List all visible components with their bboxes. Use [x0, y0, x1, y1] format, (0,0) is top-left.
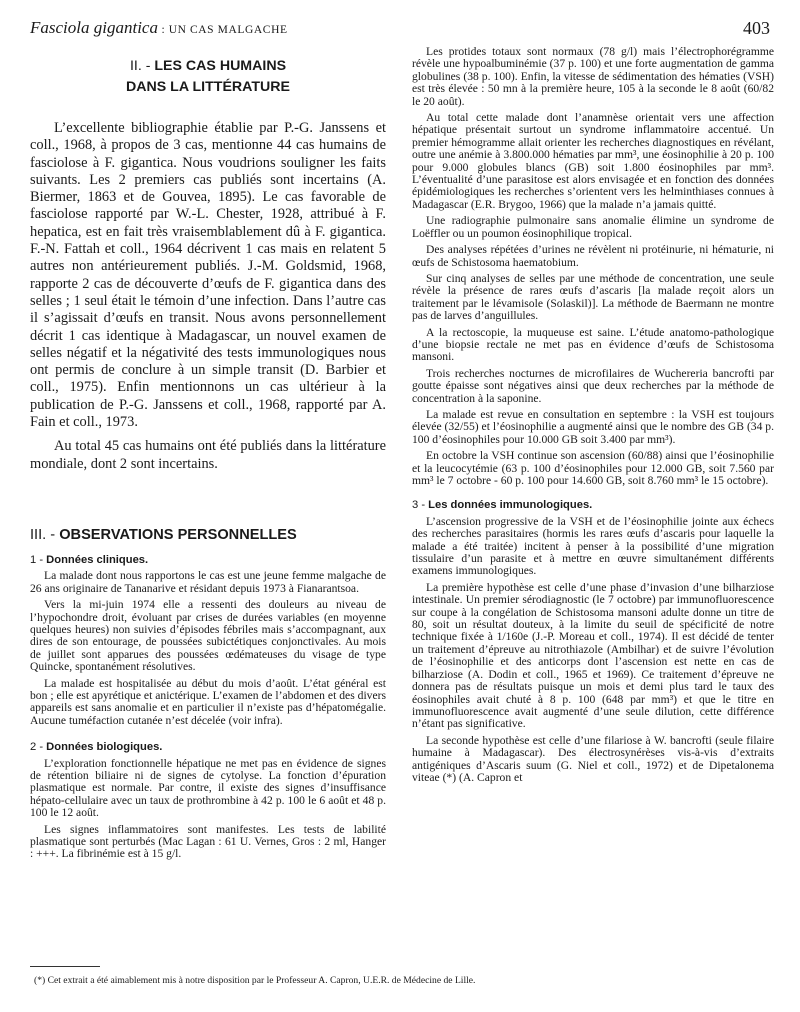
paragraph: Sur cinq analyses de selles par une méthode de concentration, une seule révèle la présence de rares œufs d’ascaris [la malade reçoit alors un traitement par le lévamisole (Solaskil)]. La méthode de Baermann ne montre pas de larves d’anguillules.: [412, 271, 774, 323]
running-title: Fasciola gigantica : UN CAS MALGACHE: [30, 18, 288, 37]
running-header: [30, 18, 770, 40]
section-heading-ii: II. - LES CAS HUMAINS DANS LA LITTÉRATURE: [126, 58, 290, 95]
subsection-heading: 3 - Les données immunologiques.: [412, 499, 593, 512]
section-heading-iii: III. - OBSERVATIONS PERSONNELLES: [30, 526, 297, 543]
paragraph: Au total 45 cas humains ont été publiés dans la littérature mondiale, dont 2 sont incertains.: [30, 438, 386, 472]
page-number: 403: [743, 18, 770, 38]
subsection-heading: 1 - Données cliniques.: [30, 553, 149, 566]
clinical-section: [30, 554, 386, 861]
paragraph: Des analyses répétées d’urines ne révèlent ni protéinurie, ni hématurie, ni œufs de Schistosoma haematobium.: [412, 243, 774, 269]
footnote-rule: [30, 966, 100, 967]
paragraph: Les signes inflammatoires sont manifestes. Les tests de labilité plasmatique sont perturbés (Mac Lagan : 61 U. Vernes, Gros : 2 ml, Hanger : +++. La fibrinémie est à 15 g/l.: [30, 822, 386, 861]
paragraph: Vers la mi-juin 1974 elle a ressenti des douleurs au niveau de l’hypochondre droit, évoluant par crises de durées variables (en moyenne quelques heures) non suivies d’épisodes fébriles mais s’accompagnant, aux dires de son entourage, de poussées subictétiques conjonctivales. Au mois de juillet sont apparues des poussées œdémateuses du visage de type Quincke, spontanément résolutives.: [30, 598, 386, 674]
paragraph: L’exploration fonctionnelle hépatique ne met pas en évidence de signes de rétention biliaire ni de signes de cytolyse. La fonction d’épuration plasmatique est normale. Par contre, il existe des signes d’insuffisance hépato-cellulaire avec un taux de prothrombine à 42 p. 100 le 6 août et 48 p. 100 le 12 août.: [30, 756, 386, 820]
paragraph: La malade dont nous rapportons le cas est une jeune femme malgache de 26 ans originaire de Tananarive et résidant depuis 1973 à Fianarantsoa.: [30, 569, 386, 595]
paragraph: En octobre la VSH continue son ascension (60/88) ainsi que l’éosinophilie et la leucocytémie (63 p. 100 d’éosinophiles pour 12.000 GB, soit 7.560 par mm³ le 7 octobre - 60 p. 100 pour 14.600 GB, soit 8.760 mm³ le 15 octobre).: [412, 449, 774, 487]
paragraph: Au total cette malade dont l’anamnèse orientait vers une affection hépatique présentait surtout un syndrome inflammatoire accentué. Un premier hémogramme allait orienter les recherches diagnostiques en révélant, outre une anémie à 3.800.000 hématies par mm³, une éosinophilie à 20 p. 100 pour 9.000 globules blancs (GB) soit 1.800 éosinophiles par mm³. L’éventualité d’une parasitose est alors envisagée et en fonction des données épidémiologiques les recherches s’orientent vers les helminthiases connues à Madagascar (E.R. Brygoo, 1966) que la malade n’a jamais quitté.: [412, 111, 774, 211]
subsection-heading: 2 - Données biologiques.: [30, 741, 163, 754]
right-column: [412, 46, 774, 788]
paragraph: L’ascension progressive de la VSH et de l’éosinophilie jointe aux échecs des recherches parasitaires (hormis les rares œufs d’ascaris pour laquelle la malade a été traitée) incitent à penser à la possibilité d’une migration tissulaire d’un parasite et à mettre en œuvre simultanément différents examens immunologiques.: [412, 514, 774, 578]
literature-text: [30, 120, 386, 473]
footnote: (*) Cet extrait a été aimablement mis à notre disposition par le Professeur A. Capron, U.E.R. de Médecine de Lille.: [34, 975, 476, 986]
paragraph: L’excellente bibliographie établie par P.-G. Janssens et coll., 1968, à propos de 3 cas, mentionne 44 cas humains de fasciolose à F. gigantica. Nous voudrions souligner les faits suivants. Les 2 premiers cas publiés sont incertains (A. Biermer, 1863 et de Gouvea, 1895). Le cas favorable de fasciolose rapporté par W.-L. Chester, 1928, attribué à F. hepatica, est en fait très vraisemblablement dû à F. gigantica. F.-N. Fattah et coll., 1964 décrivent 1 cas mais en relatent 5 autres non antérieurement publiés. J.-M. Goldsmid, 1968, rapporte 2 cas de découverte d’œufs de F. gigantica dans des selles ; 1 seul était le témoin d’une infection. Dans l’autre cas il s’agissait d’œufs en transit. Nous avons personnellement décrit 1 cas identique à Madagascar, un nouvel examen de selles négatif et la négativité des tests immunologiques nous ont permis de conclure à un simple transit (D. Barbier et coll., 1975). Enfin mentionnons un cas ultérieur à la publication de P.-G. Janssens et coll., 1968, rapporté par A. Fain et coll., 1973.: [30, 120, 386, 431]
paragraph: La seconde hypothèse est celle d’une filariose à W. bancrofti (seule filaire humaine à Madagascar). Des électrosynérèses vis-à-vis d’extraits antigéniques d’Ascaris suum (G. Niel et coll., 1972) et de Dipetalonema viteae (*) (A. Capron et: [412, 733, 774, 784]
paragraph: La malade est hospitalisée au début du mois d’août. L’état général est bon ; elle est apyrétique et anictérique. L’examen de l’abdomen et des divers appareils est sans anomalie et en particulier il n’existe pas d’hépatomégalie. Aucune tuméfaction cutanée n’est décelée (voir infra).: [30, 676, 386, 727]
paragraph: La première hypothèse est celle d’une phase d’invasion d’une bilharziose intestinale. Un premier sérodiagnostic (le 7 octobre) par immunofluorescence sur coupe à la congélation de Schistosoma mansoni adulte donne un titre de 80, soit un résultat douteux, à la limite du seuil de spécificité de notre technique fixée à 1/160e (J.-P. Moreau et coll., 1974). Il est décidé de tenter un traitement d’épreuve au nitrothiazole (Ambilhar) et de suivre l’évolution de l’éosinophilie et des anticorps dont l’ascension est nette en cas de bilharziose (A. Dodin et coll., 1965 et 1969). Ce traitement d’épreuve ne donnera pas de résultats puisque un mois et demi plus tard le taux des éosinophiles avait chuté à 8 p. 100 (648 par mm³) et que le titre en immunofluorescence avait augmenté d’une seule dilution, cette différence n’étant pas significative.: [412, 580, 774, 731]
paragraph: Trois recherches nocturnes de microfilaires de Wuchereria bancrofti par goutte épaisse sont négatives ainsi que deux recherches par la méthode de concentration à la saponine.: [412, 366, 774, 405]
paragraph: Les protides totaux sont normaux (78 g/l) mais l’électrophorégramme révèle une hypoalbuminémie (37 p. 100) et une forte augmentation de gamma globulines (38 p. 100). Enfin, la vitesse de sédimentation des hématies (VSH) est très élevée : 50 mn à la première heure, 105 à la seconde le 8 août (60/82 le 20 août).: [412, 45, 774, 108]
left-column: [30, 56, 386, 865]
paragraph: A la rectoscopie, la muqueuse est saine. L’étude anatomo-pathologique d’une biopsie rectale ne met pas en évidence d’œufs de Schistosoma mansoni.: [412, 325, 774, 364]
paragraph: La malade est revue en consultation en septembre : la VSH est toujours élevée (32/55) et l’éosinophilie a augmenté ainsi que le nombre des GB (34 p. 100 d’éosinophiles pour 10.000 GB soit 3.400 par mm³).: [412, 407, 774, 446]
paragraph: Une radiographie pulmonaire sans anomalie élimine un syndrome de Loëffler ou un poumon éosinophilique tropical.: [412, 214, 774, 240]
